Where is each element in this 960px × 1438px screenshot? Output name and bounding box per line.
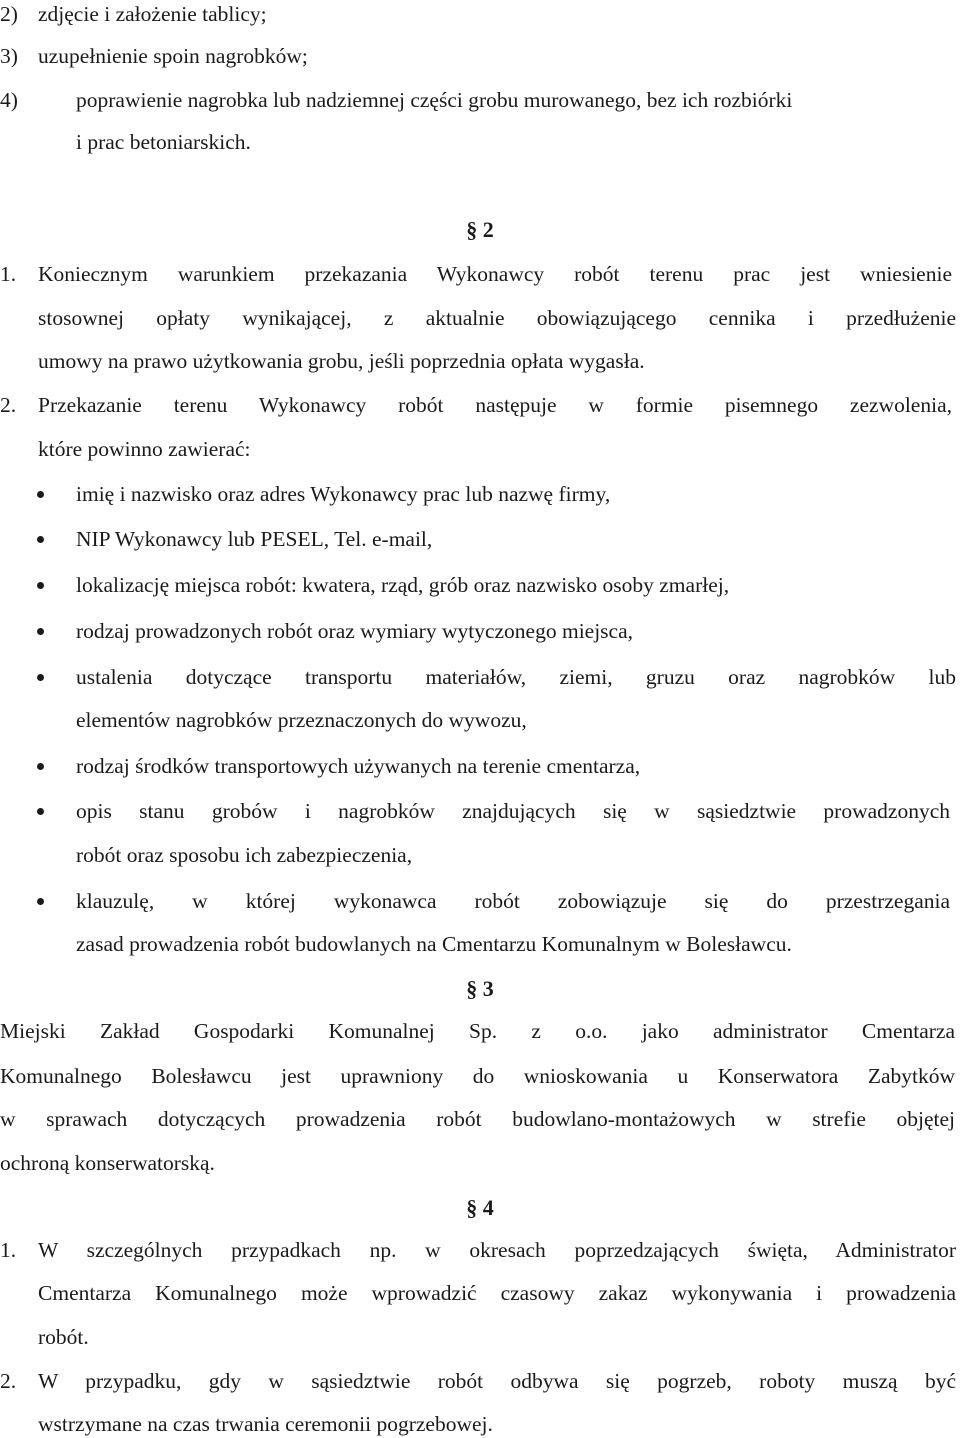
section-heading: § 2 <box>466 217 494 242</box>
bullet-text: ustalenia dotyczące transportu materiałów, ziemi, gruzu oraz nagrobków lub <box>76 665 956 689</box>
bullet-text: rodzaj środków transportowych używanych na terenie cmentarza, <box>76 754 641 778</box>
bullet-icon <box>37 898 44 905</box>
bullet-icon <box>37 808 44 815</box>
bullet-text: klauzulę, w której wykonawca robót zobowiązuje się do przestrzegania <box>76 889 950 913</box>
paragraph-line: Komunalnego Bolesławcu jest uprawniony do wnioskowania u Konserwatora Zabytków <box>0 1064 955 1088</box>
paragraph-line: stosownej opłaty wynikającej, z aktualnie obowiązującego cennika i przedłużenie <box>38 306 956 330</box>
list-item-text: uzupełnienie spoin nagrobków; <box>38 44 308 68</box>
bullet-icon <box>37 674 44 681</box>
paragraph-line: Przekazanie terenu Wykonawcy robót następuje w formie pisemnego zezwolenia, <box>38 393 952 417</box>
section-heading: § 4 <box>466 1195 494 1220</box>
bullet-icon <box>37 628 44 635</box>
list-item-text: zdjęcie i założenie tablicy; <box>38 2 267 26</box>
section-heading: § 3 <box>466 976 494 1001</box>
paragraph-line: W szczególnych przypadkach np. w okresach poprzedzających święta, Administrator <box>38 1238 956 1262</box>
bullet-text: robót oraz sposobu ich zabezpieczenia, <box>76 843 413 867</box>
paragraph-number: 2. <box>0 1369 17 1393</box>
paragraph-number: 1. <box>0 262 17 286</box>
list-item-text: poprawienie nagrobka lub nadziemnej części grobu murowanego, bez ich rozbiórki <box>76 88 793 112</box>
list-number: 4) <box>0 88 18 112</box>
paragraph-line: Cmentarza Komunalnego może wprowadzić czasowy zakaz wykonywania i prowadzenia <box>38 1281 956 1305</box>
paragraph-line: W przypadku, gdy w sąsiedztwie robót odbywa się pogrzeb, roboty muszą być <box>38 1369 956 1393</box>
bullet-text: zasad prowadzenia robót budowlanych na Cmentarzu Komunalnym w Bolesławcu. <box>76 932 792 956</box>
bullet-text: rodzaj prowadzonych robót oraz wymiary wytyczonego miejsca, <box>76 619 634 643</box>
bullet-icon <box>37 763 44 770</box>
list-number: 2) <box>0 2 18 26</box>
paragraph-line: robót. <box>38 1325 89 1349</box>
bullet-text: NIP Wykonawcy lub PESEL, Tel. e-mail, <box>76 527 433 551</box>
paragraph-number: 1. <box>0 1238 17 1262</box>
bullet-icon <box>37 536 44 543</box>
paragraph-line: Miejski Zakład Gospodarki Komunalnej Sp. z o.o. jako administrator Cmentarza <box>0 1019 955 1043</box>
paragraph-line: ochroną konserwatorską. <box>0 1151 215 1175</box>
bullet-text: opis stanu grobów i nagrobków znajdujących się w sąsiedztwie prowadzonych <box>76 799 950 823</box>
paragraph-line: umowy na prawo użytkowania grobu, jeśli poprzednia opłata wygasła. <box>38 349 645 373</box>
paragraph-line: które powinno zawierać: <box>38 437 251 461</box>
bullet-text: imię i nazwisko oraz adres Wykonawcy prac lub nazwę firmy, <box>76 482 611 506</box>
bullet-icon <box>37 491 44 498</box>
list-item-continuation: i prac betoniarskich. <box>76 130 251 154</box>
bullet-text: lokalizację miejsca robót: kwatera, rząd, grób oraz nazwisko osoby zmarłej, <box>76 573 730 597</box>
list-number: 3) <box>0 44 18 68</box>
paragraph-line: w sprawach dotyczących prowadzenia robót budowlano-montażowych w strefie objętej <box>0 1107 955 1131</box>
bullet-text: elementów nagrobków przeznaczonych do wywozu, <box>76 708 527 732</box>
paragraph-line: wstrzymane na czas trwania ceremonii pogrzebowej. <box>38 1412 493 1436</box>
paragraph-line: Koniecznym warunkiem przekazania Wykonawcy robót terenu prac jest wniesienie <box>38 262 952 286</box>
paragraph-number: 2. <box>0 393 17 417</box>
bullet-icon <box>37 582 44 589</box>
